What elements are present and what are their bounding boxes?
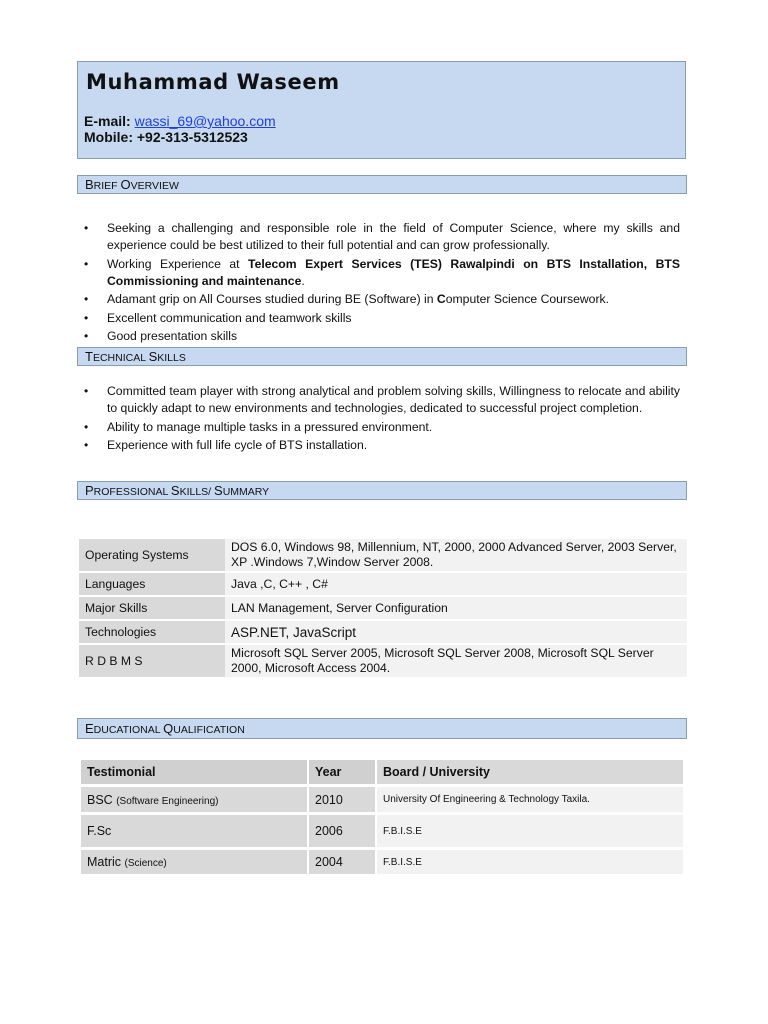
header-box [77, 61, 686, 159]
degree-cell [81, 850, 307, 874]
email-link[interactable]: wassi_69@yahoo.com [134, 113, 276, 129]
heading-letter: S [214, 483, 223, 498]
heading-letter: E [85, 721, 94, 736]
list-item: • Excellent communication and teamwork skills [77, 310, 680, 327]
skill-value: Microsoft SQL Server 2005, Microsoft SQL Server 2008, Microsoft SQL Server 2000, Microsoft Access 2004. [225, 645, 687, 677]
section-brief-overview [77, 175, 687, 194]
education-table [79, 757, 685, 877]
candidate-name: Muhammad Waseem [86, 70, 340, 94]
column-header: Testimonial [81, 760, 307, 784]
skill-key: Operating Systems [79, 539, 225, 571]
table-row [79, 597, 687, 619]
list-item-text: omputer Science Coursework. [445, 292, 609, 306]
table-row [81, 787, 683, 812]
heading-text: KILLS/ [179, 486, 215, 498]
heading-text: VERVIEW [130, 180, 179, 192]
table-row [81, 850, 683, 874]
heading-letter: B [85, 177, 94, 192]
heading-letter: S [170, 483, 180, 498]
table-row [79, 645, 687, 677]
list-item: • Good presentation skills [77, 328, 680, 345]
skill-value: ASP.NET, JavaScript [225, 621, 687, 643]
board-cell: F.B.I.S.E [377, 850, 683, 874]
degree-cell [81, 787, 307, 812]
list-item-text: Working Experience at [107, 256, 249, 271]
heading-text: UALIFICATION [173, 724, 245, 736]
section-educational-qualification [77, 718, 687, 739]
skill-key: Major Skills [79, 597, 225, 619]
professional-skills-table [79, 537, 687, 679]
mobile-line: Mobile: +92-313-5312523 [84, 129, 248, 145]
heading-text: DUCATIONAL [93, 724, 164, 736]
email-label: E-mail: [84, 113, 135, 129]
heading-letter: S [148, 349, 158, 364]
table-row [79, 573, 687, 595]
table-row [79, 539, 687, 571]
skill-key: R D B M S [79, 645, 225, 677]
heading-text: RIEF [93, 180, 121, 192]
heading-letter: Q [163, 721, 174, 736]
skill-value: DOS 6.0, Windows 98, Millennium, NT, 2000, 2000 Advanced Server, 2003 Server, XP .Windows 7,Window Server 2008. [225, 539, 687, 571]
degree-note: (Science) [124, 858, 167, 869]
brief-overview-list [77, 220, 680, 347]
email-line [84, 113, 276, 129]
list-item-bold: C [436, 292, 446, 306]
heading-letter: T [85, 349, 93, 364]
section-professional-skills [77, 481, 687, 500]
heading-letter: P [85, 483, 94, 498]
column-header: Year [309, 760, 375, 784]
heading-text: ROFESSIONAL [93, 486, 171, 498]
degree-name: BSC [87, 792, 113, 807]
table-row [81, 815, 683, 847]
year-cell: 2006 [309, 815, 375, 847]
column-header: Board / University [377, 760, 683, 784]
list-item-text: Adamant grip on All Courses studied during BE (Software) in [107, 292, 437, 306]
heading-letter: O [120, 177, 131, 192]
list-item: • Committed team player with strong analytical and problem solving skills, Willingness to relocate and ability to quickly adapt to new environments and technologies, dedicated to successful project completion. [77, 383, 680, 417]
section-technical-skills [77, 347, 687, 366]
degree-name: Matric [87, 855, 122, 869]
heading-text: KILLS [157, 352, 186, 364]
technical-skills-list [77, 383, 680, 456]
degree-name: F.Sc [87, 824, 112, 838]
list-item: • Experience with full life cycle of BTS installation. [77, 437, 680, 454]
list-item: • Ability to manage multiple tasks in a pressured environment. [77, 419, 680, 436]
degree-note: (Software Engineering) [116, 795, 219, 807]
skill-key: Languages [79, 573, 225, 595]
list-item [77, 256, 680, 290]
degree-cell [81, 815, 307, 847]
heading-text: ECHNICAL [92, 352, 149, 364]
list-item: • Seeking a challenging and responsible role in the field of Computer Science, where my skills and experience could be best utilized to their full potential and can grow professionally. [77, 220, 680, 254]
table-row [79, 621, 687, 643]
year-cell: 2010 [309, 787, 375, 812]
list-item-text: . [301, 273, 305, 288]
table-header-row [81, 760, 683, 784]
list-item-bold: Telecom Expert Services (TES) Rawalpindi on BTS Installation, BTS Commissioning and maintenance [107, 256, 680, 288]
skill-value: Java ,C, C++ , C# [225, 573, 687, 595]
board-cell: F.B.I.S.E [377, 815, 683, 847]
board-cell: University Of Engineering & Technology Taxila. [377, 787, 683, 812]
skill-value: LAN Management, Server Configuration [225, 597, 687, 619]
year-cell: 2004 [309, 850, 375, 874]
heading-text: UMMARY [222, 486, 270, 498]
skill-key: Technologies [79, 621, 225, 643]
list-item [77, 291, 680, 308]
